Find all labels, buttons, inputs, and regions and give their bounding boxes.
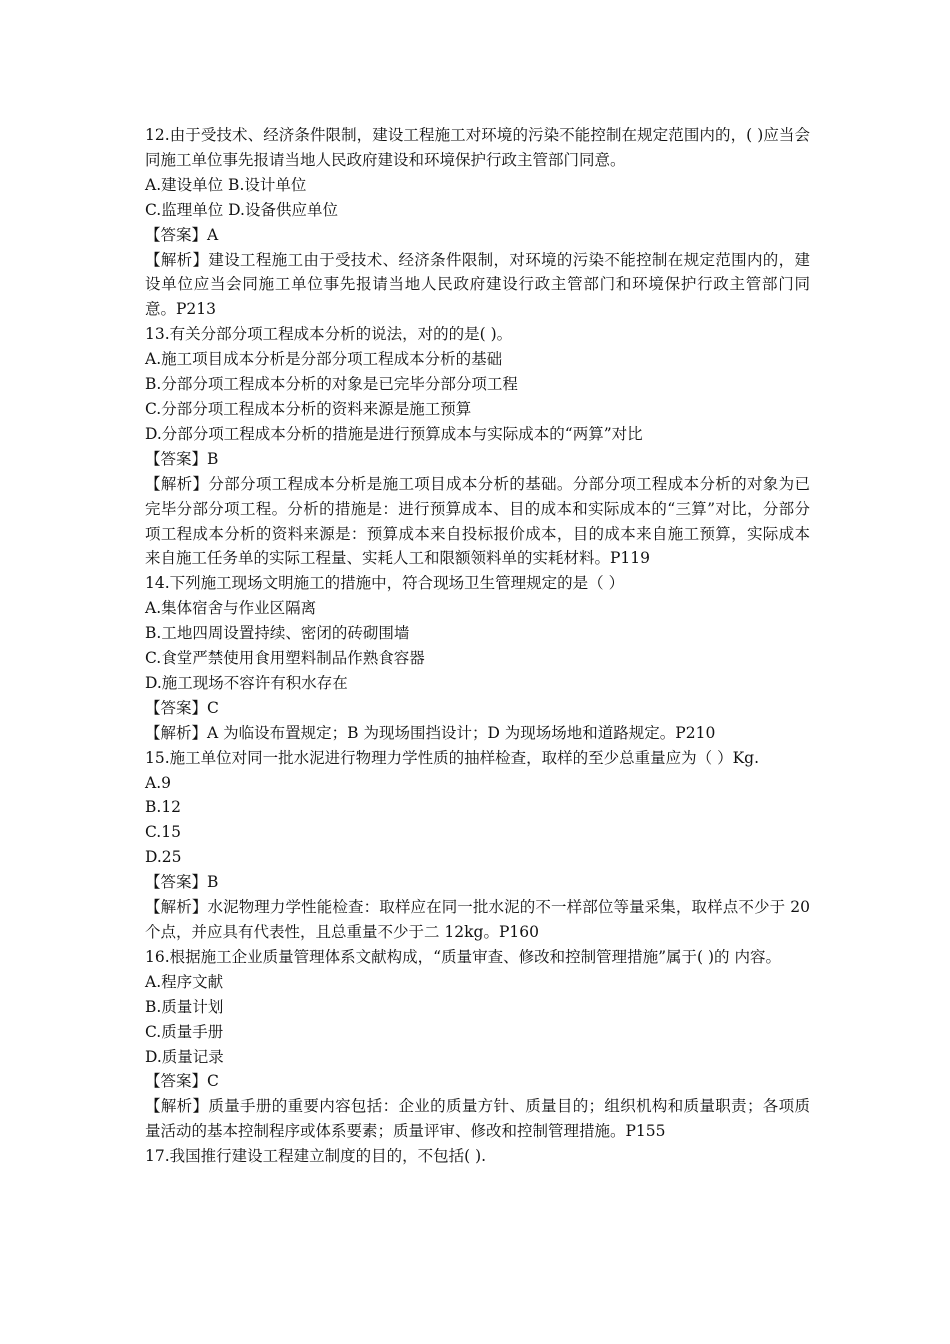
answer-line: 【答案】A [145,225,219,244]
option-line: D.施工现场不容许有积水存在 [145,673,348,692]
option-line: A.9 [145,773,171,792]
option-line: C.食堂严禁使用食用塑料制品作熟食容器 [145,649,425,668]
question-block [145,945,810,1144]
question-stem: 14.下列施工现场文明施工的措施中，符合现场卫生管理规定的是（ ） [145,574,625,593]
option-line: C.15 [145,823,181,842]
option-line: D.质量记录 [145,1047,224,1066]
explanation-line: 【解析】A 为临设布置规定；B 为现场围挡设计；D 为现场场地和道路规定。P210 [145,723,716,742]
option-line: A.程序文献 [145,972,224,991]
question-block [145,571,810,745]
document-page [145,123,815,1169]
question-stem: 13.有关分部分项工程成本分析的说法，对的的是( )。 [145,325,513,344]
answer-line: 【答案】B [145,873,219,892]
option-line: B.质量计划 [145,997,224,1016]
answer-line: 【答案】C [145,1072,219,1091]
question-block [145,1144,810,1169]
answer-line: 【答案】B [145,449,219,468]
option-line: C.质量手册 [145,1022,224,1041]
question-stem: 16.根据施工企业质量管理体系文献构成，“质量审查、修改和控制管理措施”属于( )的 内容。 [145,947,781,966]
explanation-line: 【解析】质量手册的重要内容包括：企业的质量方针、质量目的；组织机构和质量职责；各项质量活动的基本控制程序或体系要素；质量评审、修改和控制管理措施。P155 [145,1097,810,1141]
option-line: D.分部分项工程成本分析的措施是进行预算成本与实际成本的“两算”对比 [145,424,643,443]
option-line: B.分部分项工程成本分析的对象是已完毕分部分项工程 [145,375,518,394]
option-line: A.集体宿舍与作业区隔离 [145,599,317,618]
option-line: B.工地四周设置持续、密闭的砖砌围墙 [145,624,410,643]
explanation-line: 【解析】建设工程施工由于受技术、经济条件限制，对环境的污染不能控制在规定范围内的，建设单位应当会同施工单位事先报请当地人民政府建设行政主管部门和环境保护行政主管部门同意。P213 [145,250,810,319]
question-stem: 15.施工单位对同一批水泥进行物理力学性质的抽样检查，取样的至少总重量应为（ ）Kg. [145,748,760,767]
option-line: D.25 [145,848,182,867]
option-line: C.分部分项工程成本分析的资料来源是施工预算 [145,399,472,418]
option-line: B.12 [145,798,182,817]
question-stem: 12.由于受技术、经济条件限制，建设工程施工对环境的污染不能控制在规定范围内的，( )应当会同施工单位事先报请当地人民政府建设和环境保护行政主管部门同意。 [145,126,810,169]
option-line: A.施工项目成本分析是分部分项工程成本分析的基础 [145,350,503,369]
question-block [145,123,810,322]
question-block [145,746,815,945]
question-block [145,322,810,571]
explanation-line: 【解析】分部分项工程成本分析是施工项目成本分析的基础。分部分项工程成本分析的对象为已完毕分部分项工程。分析的措施是：进行预算成本、目的成本和实际成本的“三算”对比，分部分项工程成本分析的资料来源是：预算成本来自投标报价成本，目的成本来自施工预算，实际成本来自施工任务单的实际工程量、实耗人工和限额领料单的实耗材料。P119 [145,474,810,568]
option-line: C.监理单位 D.设备供应单位 [145,200,338,219]
explanation-line: 【解析】水泥物理力学性能检查：取样应在同一批水泥的不一样部位等量采集，取样点不少于 20 个点，并应具有代表性，且总重量不少于二 12kg。P160 [145,898,815,941]
answer-line: 【答案】C [145,698,219,717]
option-line: A.建设单位 B.设计单位 [145,175,307,194]
question-stem: 17.我国推行建设工程建立制度的目的，不包括( ). [145,1147,487,1166]
